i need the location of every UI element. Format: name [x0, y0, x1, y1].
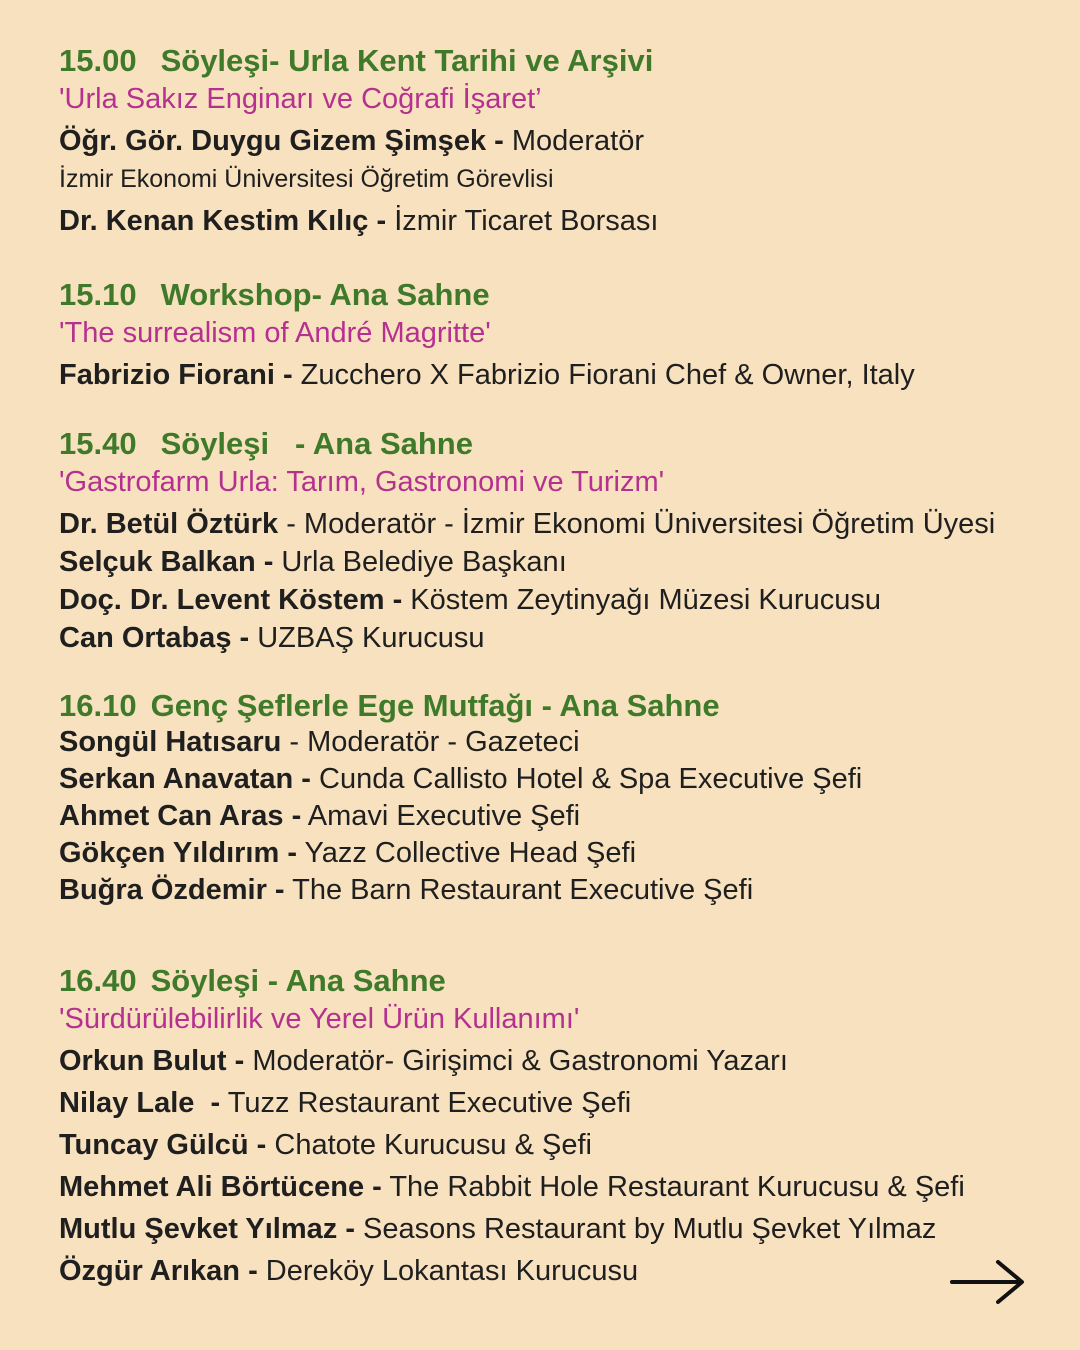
speaker-role: Zucchero X Fabrizio Fiorani Chef & Owner, Italy	[292, 359, 915, 391]
session-1540	[59, 425, 1070, 659]
session-heading	[59, 687, 1070, 725]
session-1510	[59, 276, 1070, 398]
session-title: 'Urla Sakız Enginarı ve Coğrafi İşaret’	[59, 83, 542, 115]
speaker-line	[59, 836, 1070, 873]
session-heading-text: Genç Şeflerle Ege Mutfağı - Ana Sahne	[150, 688, 720, 723]
speaker-line	[59, 358, 1070, 398]
speaker-name: Tuncay Gülcü -	[59, 1129, 267, 1161]
session-heading	[59, 962, 1070, 1002]
speaker-line	[59, 1212, 1070, 1254]
session-title: 'Gastrofarm Urla: Tarım, Gastronomi ve Turizm'	[59, 466, 665, 498]
speaker-line	[59, 1044, 1070, 1086]
speaker-name: Songül Hatısaru	[59, 726, 282, 758]
speaker-name: Can Ortabaş -	[59, 622, 250, 654]
speaker-role: The Rabbit Hole Restaurant Kurucusu & Şefi	[381, 1171, 965, 1203]
speaker-role: Moderatör	[503, 125, 645, 157]
speaker-role: Amavi Executive Şefi	[301, 800, 581, 832]
session-heading	[59, 276, 1070, 316]
session-title: 'The surrealism of André Magritte'	[59, 317, 491, 349]
session-time: 15.00	[59, 43, 137, 78]
speaker-role: İzmir Ticaret Borsası	[386, 205, 659, 237]
speaker-name: Dr. Kenan Kestim Kılıç -	[59, 205, 387, 237]
speaker-role: Tuzz Restaurant Executive Şefi	[220, 1087, 632, 1119]
speaker-role: İzmir Ekonomi Üniversitesi Öğretim Görevlisi	[59, 165, 554, 193]
speaker-role: The Barn Restaurant Executive Şefi	[284, 874, 754, 906]
speaker-role: Cunda Callisto Hotel & Spa Executive Şefi	[310, 763, 863, 795]
speaker-name: Dr. Betül Öztürk	[59, 508, 279, 540]
speaker-line	[59, 124, 1070, 164]
speaker-name: Orkun Bulut -	[59, 1045, 245, 1077]
speaker-name: Mutlu Şevket Yılmaz -	[59, 1213, 355, 1245]
speaker-line	[59, 621, 1070, 659]
speaker-name: Fabrizio Fiorani -	[59, 359, 293, 391]
session-1500	[59, 42, 1070, 244]
speaker-line	[59, 873, 1070, 910]
session-time: 16.10	[59, 688, 137, 723]
speaker-name: Ahmet Can Aras -	[59, 800, 302, 832]
speaker-name: Mehmet Ali Börtücene -	[59, 1171, 382, 1203]
speaker-name: Nilay Lale -	[59, 1087, 221, 1119]
session-heading	[59, 42, 1070, 82]
speaker-line	[59, 583, 1070, 621]
speaker-name: Buğra Özdemir -	[59, 874, 285, 906]
speaker-line	[59, 1086, 1070, 1128]
speaker-name: Serkan Anavatan -	[59, 763, 311, 795]
session-time: 15.40	[59, 426, 137, 461]
speaker-role: Urla Belediye Başkanı	[273, 546, 567, 578]
session-heading-text: Workshop- Ana Sahne	[160, 277, 490, 312]
speaker-line	[59, 1128, 1070, 1170]
speaker-line	[59, 725, 1070, 762]
speaker-line	[59, 1254, 1070, 1296]
speaker-role: UZBAŞ Kurucusu	[249, 622, 485, 654]
speaker-role: Dereköy Lokantası Kurucusu	[257, 1255, 639, 1287]
session-title: 'Sürdürülebilirlik ve Yerel Ürün Kullanımı'	[59, 1003, 580, 1035]
arrow-right-icon[interactable]	[948, 1258, 1028, 1306]
speaker-line	[59, 545, 1070, 583]
session-1610	[59, 687, 1070, 910]
session-heading-text: Söyleşi- Urla Kent Tarihi ve Arşivi	[160, 43, 654, 78]
session-time: 15.10	[59, 277, 137, 312]
speaker-line	[59, 507, 1070, 545]
session-heading-text: Söyleşi - Ana Sahne	[150, 963, 446, 998]
speaker-role: - Moderatör - Gazeteci	[281, 726, 580, 758]
speaker-line	[59, 1170, 1070, 1212]
speaker-name: Gökçen Yıldırım -	[59, 837, 297, 869]
speaker-line	[59, 204, 1070, 244]
speaker-role: Yazz Collective Head Şefi	[296, 837, 637, 869]
speaker-name: Doç. Dr. Levent Köstem -	[59, 584, 403, 616]
session-heading-text: Söyleşi - Ana Sahne	[160, 426, 473, 461]
speaker-role: - Moderatör - İzmir Ekonomi Üniversitesi Öğretim Üyesi	[278, 508, 996, 540]
speaker-line	[59, 799, 1070, 836]
speaker-role: Chatote Kurucusu & Şefi	[266, 1129, 592, 1161]
speaker-line	[59, 762, 1070, 799]
speaker-role: Köstem Zeytinyağı Müzesi Kurucusu	[402, 584, 881, 616]
session-1640	[59, 962, 1070, 1296]
session-time: 16.40	[59, 963, 137, 998]
speaker-role: Seasons Restaurant by Mutlu Şevket Yılmaz	[355, 1213, 937, 1245]
speaker-name: Selçuk Balkan -	[59, 546, 274, 578]
speaker-name: Özgür Arıkan -	[59, 1255, 258, 1287]
speaker-name: Öğr. Gör. Duygu Gizem Şimşek -	[59, 125, 504, 157]
speaker-affiliation	[59, 164, 1070, 204]
speaker-role: Moderatör- Girişimci & Gastronomi Yazarı	[244, 1045, 788, 1077]
session-heading	[59, 425, 1070, 465]
